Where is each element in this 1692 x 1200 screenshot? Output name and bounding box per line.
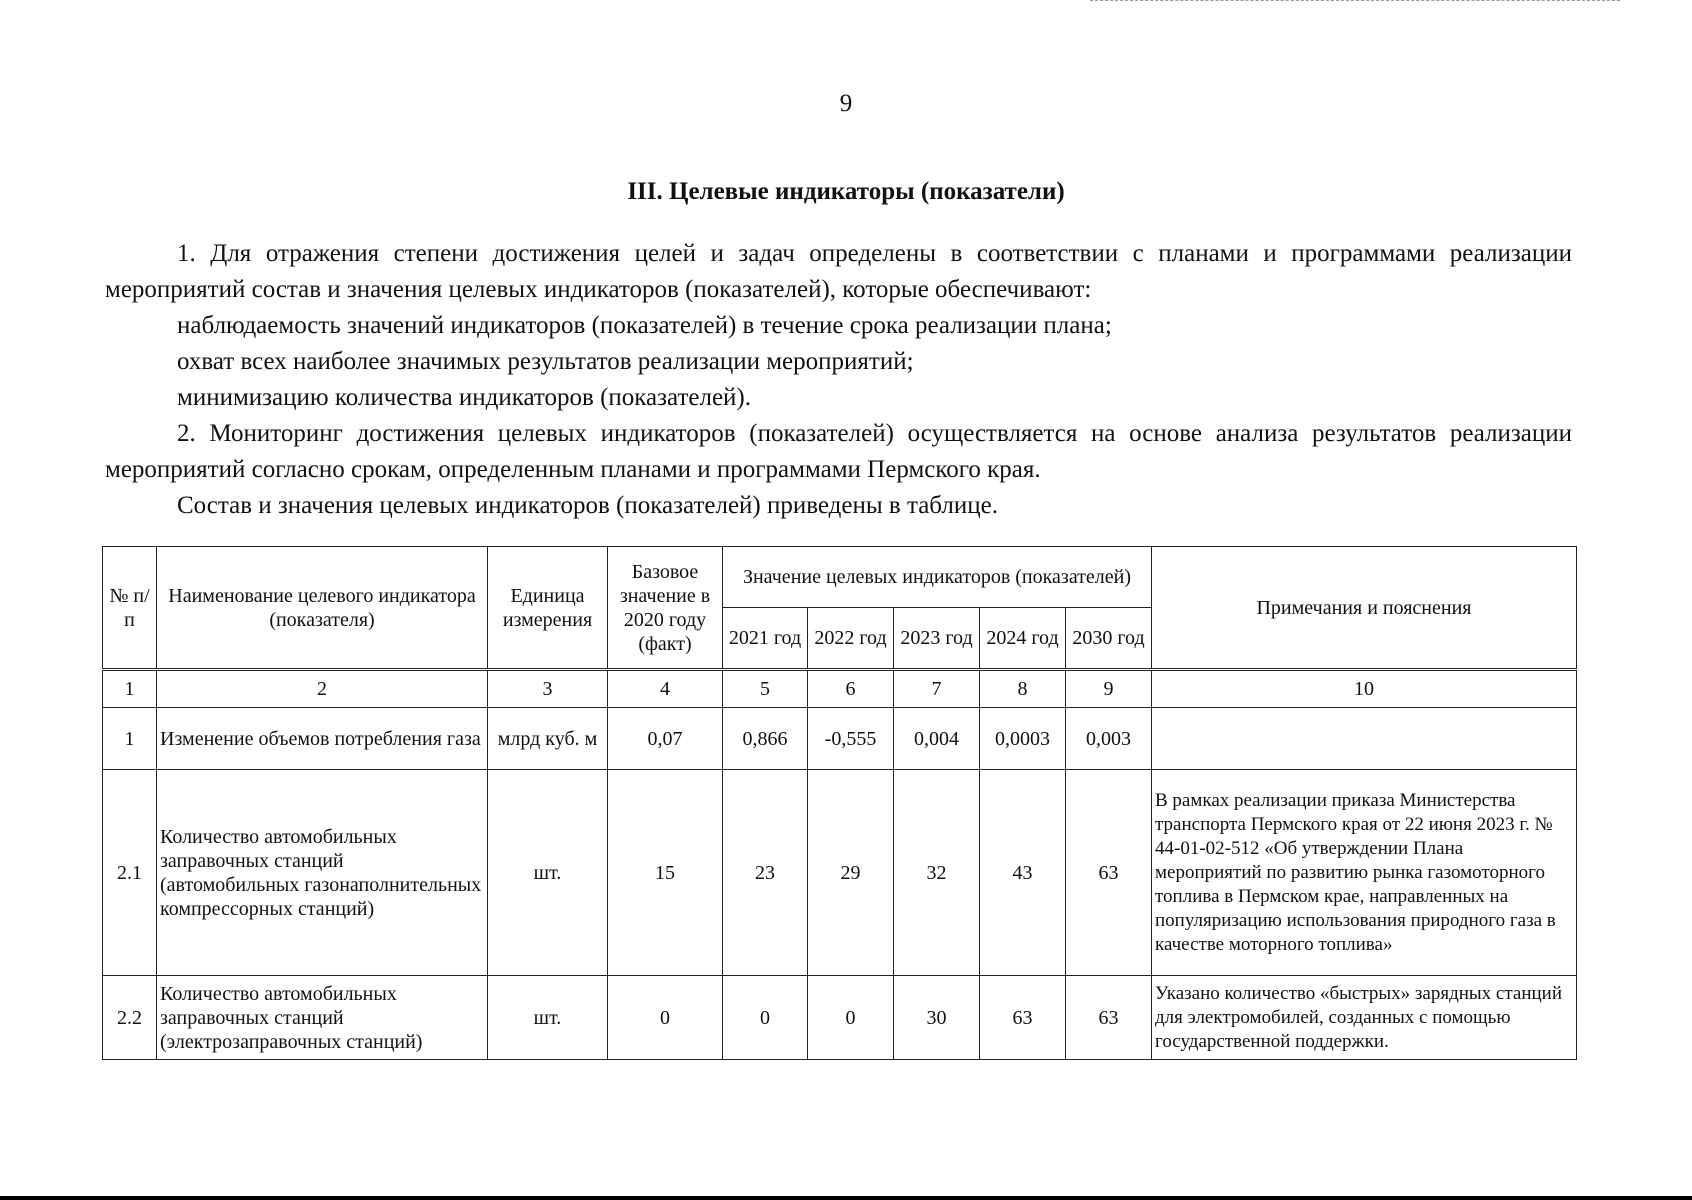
table-header-row <box>103 547 1577 608</box>
row-2021: 23 <box>723 770 808 976</box>
column-number: 8 <box>980 670 1066 708</box>
paragraph-1-item-2: охват всех наиболее значимых результатов реализации мероприятий; <box>177 348 914 375</box>
column-number: 2 <box>157 670 488 708</box>
row-name: Количество автомобильных заправочных станций (электрозаправочных станций) <box>157 976 488 1060</box>
row-note <box>1152 708 1577 770</box>
row-2022: 29 <box>808 770 894 976</box>
row-2021: 0 <box>723 976 808 1060</box>
header-2023: 2023 год <box>894 608 980 670</box>
header-2030: 2030 год <box>1066 608 1152 670</box>
paragraph-3: Состав и значения целевых индикаторов (показателей) приведены в таблице. <box>177 492 998 519</box>
section-title: III. Целевые индикаторы (показатели) <box>627 178 1065 205</box>
row-name: Изменение объемов потребления газа <box>157 708 488 770</box>
row-num: 1 <box>103 708 157 770</box>
column-number: 3 <box>488 670 608 708</box>
row-2022: 0 <box>808 976 894 1060</box>
row-base: 15 <box>608 770 723 976</box>
paragraph-1-item-3: минимизацию количества индикаторов (показателей). <box>177 384 752 411</box>
table-row <box>103 708 1577 770</box>
row-base: 0,07 <box>608 708 723 770</box>
column-number-row <box>103 670 1577 708</box>
table-row <box>103 770 1577 976</box>
row-2022: -0,555 <box>808 708 894 770</box>
row-2023: 32 <box>894 770 980 976</box>
paragraph-1: 1. Для отражения степени достижения целей и задач определены в соответствии с планами и программами реализации мероприятий состав и значения целевых индикаторов (показателей), которые обеспечивают: <box>105 240 1572 303</box>
row-num: 2.1 <box>103 770 157 976</box>
row-2024: 0,0003 <box>980 708 1066 770</box>
column-number: 1 <box>103 670 157 708</box>
row-2024: 43 <box>980 770 1066 976</box>
row-num: 2.2 <box>103 976 157 1060</box>
row-unit: млрд куб. м <box>488 708 608 770</box>
header-notes: Примечания и пояснения <box>1152 547 1577 670</box>
column-number: 5 <box>723 670 808 708</box>
row-2030: 63 <box>1066 976 1152 1060</box>
row-base: 0 <box>608 976 723 1060</box>
row-2023: 30 <box>894 976 980 1060</box>
table-row <box>103 976 1577 1060</box>
row-unit: шт. <box>488 976 608 1060</box>
row-2024: 63 <box>980 976 1066 1060</box>
row-note: В рамках реализации приказа Министерства транспорта Пермского края от 22 июня 2023 г. № 44-01-02-512 «Об утверждении Плана мероприятий по развитию рынка газомоторного топлива в Пермском крае, направленных на популяризацию использования природного газа в качестве моторного топлива» <box>1152 770 1577 976</box>
column-number: 7 <box>894 670 980 708</box>
header-2022: 2022 год <box>808 608 894 670</box>
row-2030: 63 <box>1066 770 1152 976</box>
header-unit: Единица измерения <box>488 547 608 670</box>
header-2024: 2024 год <box>980 608 1066 670</box>
paragraph-2: 2. Мониторинг достижения целевых индикаторов (показателей) осуществляется на основе анализа результатов реализации мероприятий согласно срокам, определенным планами и программами Пермского края. <box>105 420 1572 483</box>
column-number: 6 <box>808 670 894 708</box>
row-2021: 0,866 <box>723 708 808 770</box>
row-name: Количество автомобильных заправочных станций (автомобильных газонаполнительных компрессорных станций) <box>157 770 488 976</box>
row-unit: шт. <box>488 770 608 976</box>
header-base: Базовое значение в 2020 году (факт) <box>608 547 723 670</box>
row-2023: 0,004 <box>894 708 980 770</box>
scan-bottom-edge <box>0 1196 1692 1200</box>
row-note: Указано количество «быстрых» зарядных станций для электромобилей, созданных с помощью государственной поддержки. <box>1152 976 1577 1060</box>
scan-edge-line <box>1090 0 1620 1</box>
page-number: 9 <box>839 90 853 117</box>
column-number: 4 <box>608 670 723 708</box>
paragraph-1-item-1: наблюдаемость значений индикаторов (показателей) в течение срока реализации плана; <box>177 312 1112 339</box>
header-name: Наименование целевого индикатора (показателя) <box>157 547 488 670</box>
header-2021: 2021 год <box>723 608 808 670</box>
header-num: № п/п <box>103 547 157 670</box>
row-2030: 0,003 <box>1066 708 1152 770</box>
column-number: 9 <box>1066 670 1152 708</box>
header-values-group: Значение целевых индикаторов (показателей) <box>723 547 1152 608</box>
indicators-table <box>102 546 1577 1060</box>
column-number: 10 <box>1152 670 1577 708</box>
